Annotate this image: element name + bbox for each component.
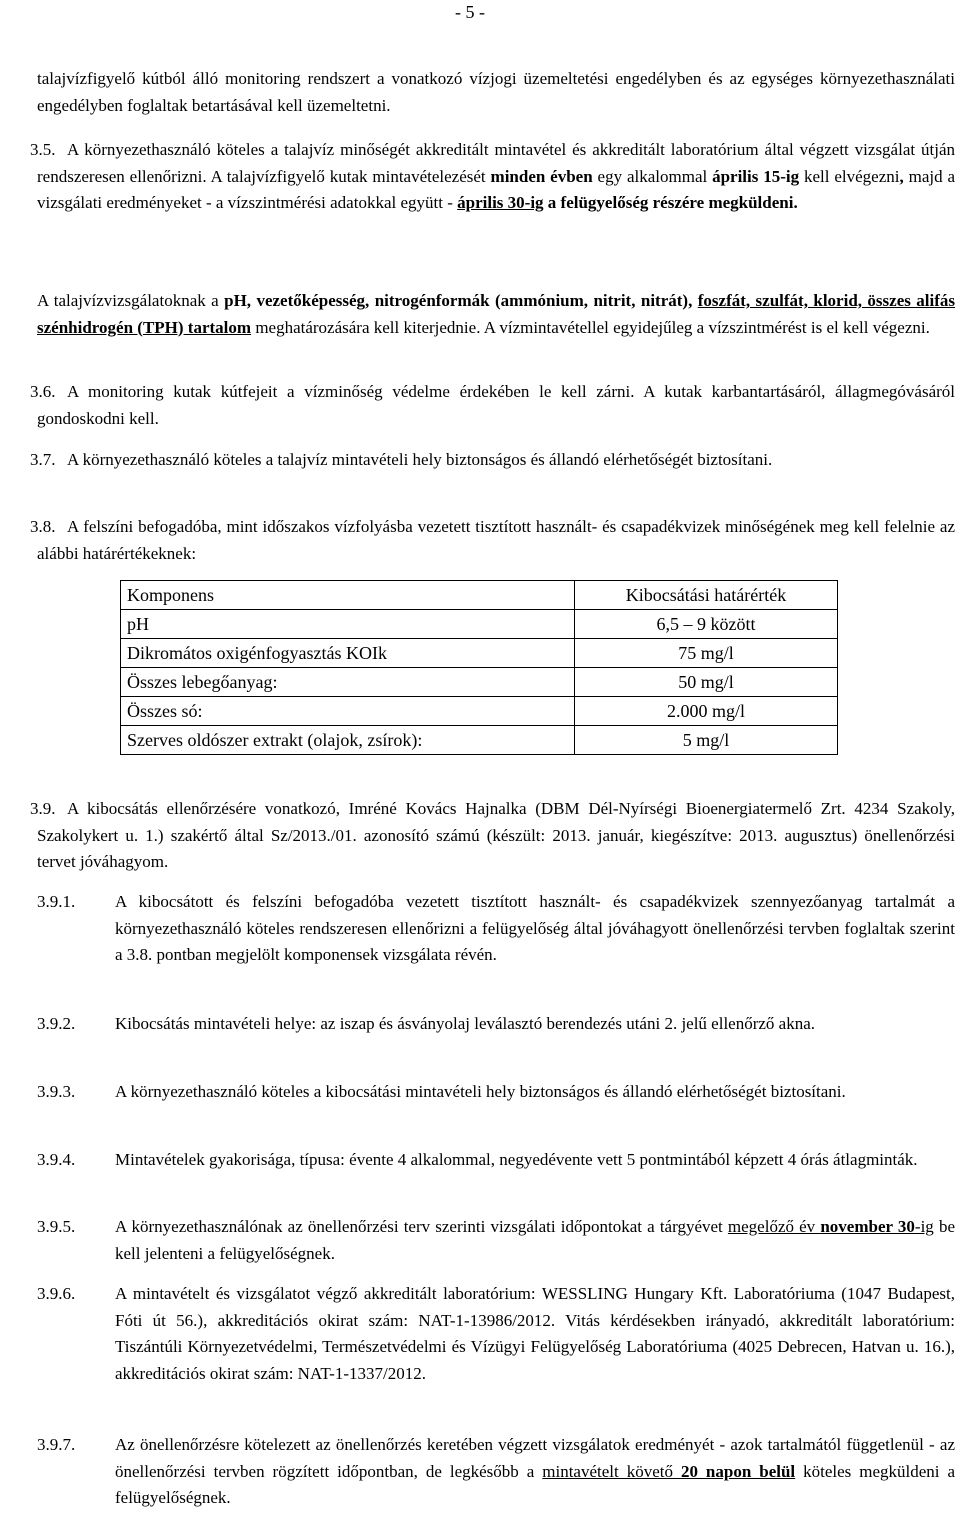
table-row [121, 610, 838, 639]
emission-limits-table [120, 580, 838, 755]
section-text: A környezethasználónak az önellenőrzési terv szerinti vizsgálati időpontokat a tárgyévet megelőző év november 30-ig be kell jelenteni a felügyelőségnek. [115, 1217, 955, 1263]
limit-cell: 2.000 mg/l [575, 697, 838, 726]
section-3-9-2 [37, 1011, 955, 1038]
section-number: 3.9.6. [37, 1284, 76, 1303]
section-number: 3.7. [30, 450, 56, 469]
section-3-7 [30, 447, 955, 474]
limit-cell: 6,5 – 9 között [575, 610, 838, 639]
intro-paragraph: talajvízfigyelő kútból álló monitoring rendszert a vonatkozó vízjogi üzemeltetési engedélyben és az egységes környezethasználati engedélyben foglaltak betartásával kell üzemeltetni. [37, 69, 955, 115]
section-text: Kibocsátás mintavételi helye: az iszap és ásványolaj leválasztó berendezés utáni 2. jelű ellenőrző akna. [115, 1014, 816, 1033]
section-text: A környezethasználó köteles a talajvíz minőségét akkreditált mintavétel és akkreditált laboratórium által végzett vizsgálat útján rendszeresen ellenőrizni. A talajvízfigyelő kutak mintavételezését minden évben egy alkalommal április 15-ig kell elvégezni, majd a vizsgálati eredményeket - a vízszintmérési adatokkal együtt - április 30-ig a felügyelőség részére megküldeni. [37, 140, 955, 212]
section-number: 3.8. [30, 517, 56, 536]
section-3-9-4 [37, 1147, 955, 1174]
section-number: 3.6. [30, 382, 56, 401]
limit-cell: 5 mg/l [575, 726, 838, 755]
section-3-9-1 [37, 889, 955, 969]
table-header-cell: Komponens [121, 581, 575, 610]
section-text: A környezethasználó köteles a kibocsátási mintavételi hely biztonságos és állandó elérhetőségét biztosítani. [115, 1082, 846, 1101]
component-cell: Összes só: [121, 697, 575, 726]
component-cell: Szerves oldószer extrakt (olajok, zsírok): [121, 726, 575, 755]
section-text: A mintavételt és vizsgálatot végző akkreditált laboratórium: WESSLING Hungary Kft. Laboratóriuma (1047 Budapest, Fóti út 56.), akkreditációs okirat szám: NAT-1-13986/2012. Vitás kérdésekben irányadó, akkreditált laboratórium: Tiszántúli Környezetvédelmi, Természetvédelmi és Vízügyi Felügyelőség Laboratóriuma (4025 Debrecen, Hatvan u. 16.), akkreditációs okirat szám: NAT-1-1337/2012. [115, 1284, 955, 1383]
table-row [121, 726, 838, 755]
table-row [121, 697, 838, 726]
section-number: 3.9.7. [37, 1435, 76, 1454]
section-text: A kibocsátás ellenőrzésére vonatkozó, Imréné Kovács Hajnalka (DBM Dél-Nyírségi Bioenergiatermelő Zrt. 4234 Szakoly, Szakolykert u. 1.) szakértő által Sz/2013./01. azonosító számú (készült: 2013. január, kiegészítve: 2013. augusztus) önellenőrzési tervet jóváhagyom. [37, 799, 955, 871]
section-number: 3.9.3. [37, 1082, 76, 1101]
limit-cell: 75 mg/l [575, 639, 838, 668]
section-text: Az önellenőrzésre kötelezett az önellenőrzés keretében végzett vizsgálatok eredményét - azok tartalmától függetlenül - az önellenőrzési tervben rögzített időpontban, de legkésőbb a mintavételt követő 20 napon belül köteles megküldeni a felügyelőségnek. [115, 1435, 956, 1507]
section-text: A környezethasználó köteles a talajvíz mintavételi hely biztonságos és állandó elérhetőségét biztosítani. [67, 450, 773, 469]
section-number: 3.9.1. [37, 892, 76, 911]
table-row [121, 668, 838, 697]
section-3-6 [30, 379, 955, 432]
component-cell: Dikromátos oxigénfogyasztás KOIk [121, 639, 575, 668]
table-header-row [121, 581, 838, 610]
limit-cell: 50 mg/l [575, 668, 838, 697]
section-text: A monitoring kutak kútfejeit a vízminőség védelme érdekében le kell zárni. A kutak karbantartásáról, állagmegóvásáról gondoskodni kell. [37, 382, 955, 428]
section-3-9 [30, 796, 955, 876]
component-cell: Összes lebegőanyag: [121, 668, 575, 697]
section-number: 3.9. [30, 799, 56, 818]
section-3-9-3 [37, 1079, 955, 1106]
section-text: A kibocsátott és felszíni befogadóba vezetett tisztított használt- és csapadékvizek szennyezőanyag tartalmát a környezethasználó köteles rendszeresen ellenőrizni a felügyelőség által jóváhagyott önellenőrzési tervben foglaltak szerint a 3.8. pontban megjelölt komponensek vizsgálata révén. [115, 892, 955, 964]
section-number: 3.9.4. [37, 1150, 76, 1169]
section-number: 3.9.5. [37, 1217, 76, 1236]
table-row [121, 639, 838, 668]
table-header-cell: Kibocsátási határérték [575, 581, 838, 610]
component-cell: pH [121, 610, 575, 639]
section-text: Mintavételek gyakorisága, típusa: évente 4 alkalommal, negyedévente vett 5 pontmintából képzett 4 órás átlagminták. [115, 1150, 918, 1169]
section-3-9-6 [37, 1281, 955, 1387]
analysis-paragraph: A talajvízvizsgálatoknak a pH, vezetőképesség, nitrogénformák (ammónium, nitrit, nitrát), foszfát, szulfát, klorid, összes alifás szénhidrogén (TPH) tartalom meghatározására kell kiterjednie. A vízmintavétellel egyidejűleg a vízszintmérést is el kell végezni. [37, 291, 956, 337]
page-number: - 5 - [455, 2, 485, 22]
section-number: 3.9.2. [37, 1014, 76, 1033]
section-number: 3.5. [30, 140, 56, 159]
section-text: A felszíni befogadóba, mint időszakos vízfolyásba vezetett tisztított használt- és csapadékvizek minőségének meg kell felelnie az alábbi határértékeknek: [37, 517, 955, 563]
section-3-9-7 [37, 1432, 955, 1512]
section-3-8 [30, 514, 955, 567]
section-3-9-5 [37, 1214, 955, 1267]
section-3-5 [30, 137, 955, 217]
